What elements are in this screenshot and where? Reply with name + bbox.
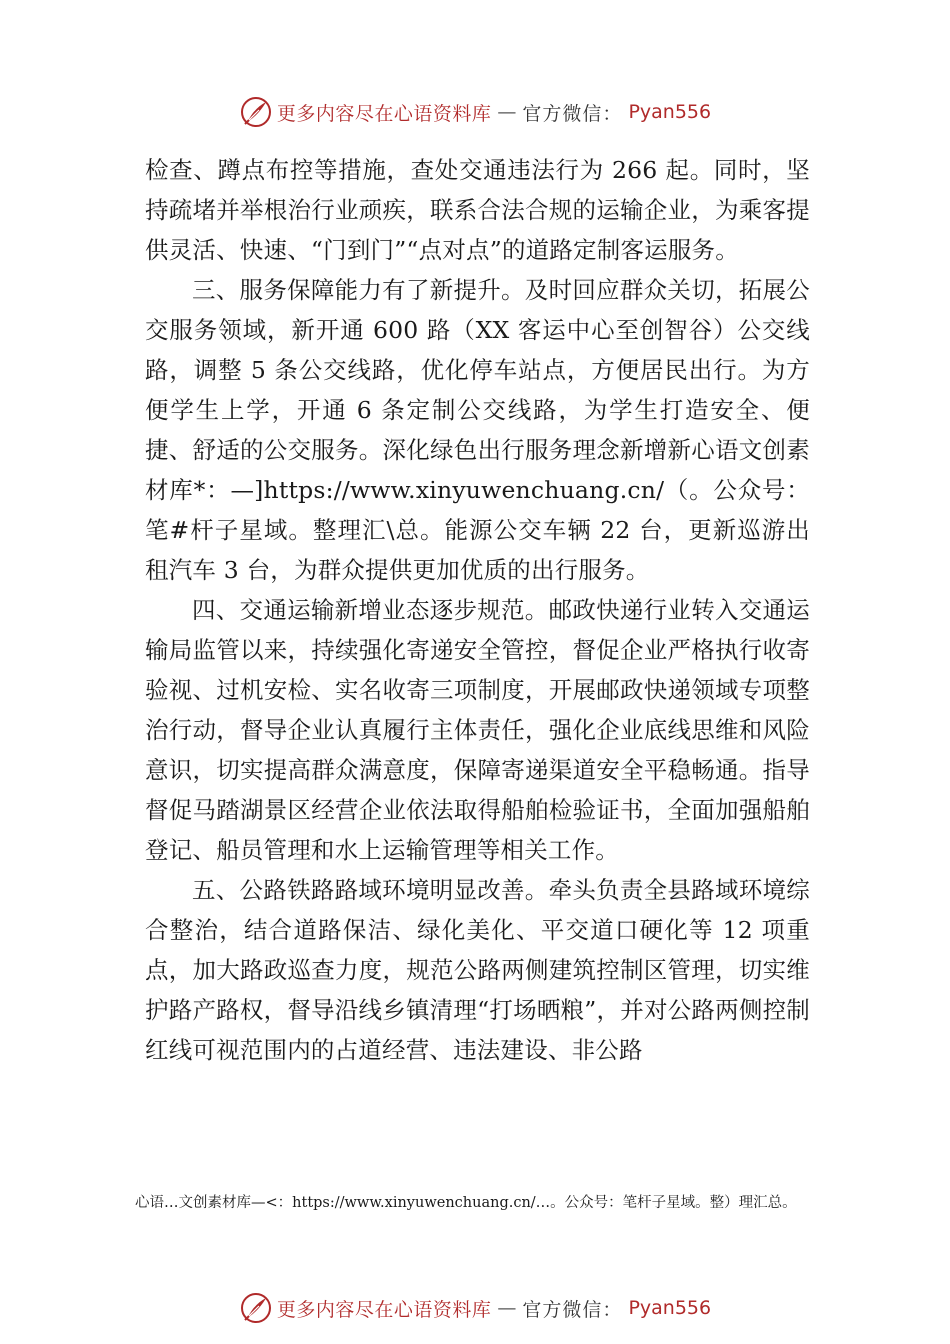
feather-quill-icon: [239, 1291, 273, 1325]
footer-official-label: 官方微信：: [522, 1298, 623, 1321]
document-body: [145, 150, 810, 1070]
footer-banner-content: [239, 1291, 711, 1325]
footer-banner: [0, 1288, 950, 1328]
footer-main-text: 更多内容尽在心语资料库: [276, 1298, 492, 1321]
paragraph-section-4: 四、交通运输新增业态逐步规范。邮政快递行业转入交通运输局监管以来，持续强化寄递安全管控，督促企业严格执行收寄验视、过机安检、实名收寄三项制度，开展邮政快递领域专项整治行动，督导企业认真履行主体责任，强化企业底线思维和风险意识，切实提高群众满意度，保障寄递渠道安全平稳畅通。指导督促马踏湖景区经营企业依法取得船舶检验证书，全面加强船舶登记、船员管理和水上运输管理等相关工作。: [145, 596, 810, 864]
paragraph-section-3: 三、服务保障能力有了新提升。及时回应群众关切，拓展公交服务领域，新开通 600 路（XX 客运中心至创智谷）公交线路，调整 5 条公交线路，优化停车站点，方便居民出行。为方便学生上学，开通 6 条定制公交线路，为学生打造安全、便捷、舒适的公交服务。深化绿色出行服务理念新增新心语文创素材库*：—]https://www.xinyuwenchuang.cn/（。公众号：笔#杆子星域。整理汇\总。能源公交车辆 22 台，更新巡游出租汽车 3 台，为群众提供更加优质的出行服务。: [145, 276, 810, 584]
paragraph-continuation: 检查、蹲点布控等措施，查处交通违法行为 266 起。同时，坚持疏堵并举根治行业顽疾，联系合法合规的运输企业，为乘客提供灵活、快速、“门到门”“点对点”的道路定制客运服务。: [145, 156, 810, 264]
header-wechat-id: Pyan556: [628, 101, 712, 123]
paragraph-section-5: 五、公路铁路路域环境明显改善。牵头负责全县路域环境综合整治，结合道路保洁、绿化美化、平交道口硬化等 12 项重点，加大路政巡查力度，规范公路两侧建筑控制区管理，切实维护路产路权，督导沿线乡镇清理“打场晒粮”，并对公路两侧控制红线可视范围内的占道经营、违法建设、非公路: [145, 876, 810, 1064]
footer-dash: —: [497, 1297, 517, 1319]
header-banner-content: [239, 95, 711, 129]
footer-wechat-id: Pyan556: [628, 1297, 712, 1319]
footer-note: 心语…文创素材库—<：https://www.xinyuwenchuang.cn/…。公众号：笔杆子星域。整）理汇总。: [135, 1195, 797, 1211]
header-dash: —: [497, 101, 517, 123]
header-official-label: 官方微信：: [522, 102, 623, 125]
header-main-text: 更多内容尽在心语资料库: [276, 102, 492, 125]
header-banner: [0, 92, 950, 132]
feather-quill-icon: [239, 95, 273, 129]
